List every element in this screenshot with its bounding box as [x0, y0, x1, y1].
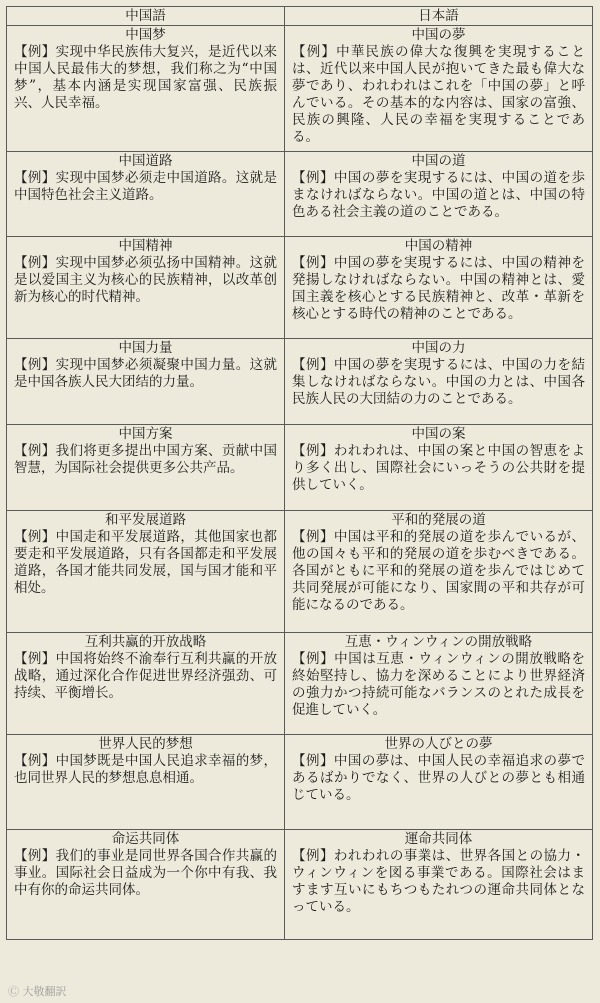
japanese-term: 中国の力	[411, 340, 466, 356]
glossary-table	[6, 6, 593, 940]
chinese-example: 【例】中国走和平发展道路，其他国家也都要走和平发展道路，只有各国都走和平发展道路，各国才能共同发展，国与国才能和平相处。	[14, 529, 277, 596]
watermark-text: 大敬翻訳	[22, 985, 67, 998]
table-row	[7, 633, 593, 735]
chinese-term: 命运共同体	[111, 831, 180, 847]
watermark-logo-icon: Ⓒ	[8, 985, 19, 998]
header-japanese: 日本語	[285, 7, 593, 26]
table-row	[7, 26, 593, 152]
chinese-cell	[7, 425, 285, 511]
japanese-example: 【例】中国は互恵・ウィンウィンの開放戦略を終始堅持し、協力を深めることにより世界経済の強力かつ持続可能なバランスのとれた成長を促進していく。	[292, 651, 585, 718]
table-row	[7, 830, 593, 940]
chinese-cell	[7, 339, 285, 425]
japanese-example: 【例】中国は平和的発展の道を歩んでいるが、他の国々も平和的発展の道を歩むべきである。各国がともに平和的発展の道を歩んではじめて共同発展が可能になり、国家間の平和共存が可能になるのである。	[292, 529, 585, 613]
chinese-term: 中国精神	[118, 238, 173, 254]
chinese-example: 【例】中国将始终不渝奉行互利共赢的开放战略，通过深化合作促进世界经济强劲、可持续、平衡增长。	[14, 651, 277, 701]
watermark	[8, 983, 67, 999]
chinese-term: 中国方案	[118, 426, 173, 442]
chinese-cell	[7, 237, 285, 339]
chinese-term: 和平发展道路	[105, 512, 186, 528]
japanese-example: 【例】中国の夢は、中国人民の幸福追求の夢であるばかりでなく、世界の人びとの夢とも相通じている。	[292, 753, 585, 803]
japanese-cell	[285, 339, 593, 425]
japanese-cell	[285, 511, 593, 633]
chinese-cell	[7, 735, 285, 830]
japanese-term: 運命共同体	[404, 831, 473, 847]
japanese-cell	[285, 830, 593, 940]
chinese-cell	[7, 830, 285, 940]
chinese-example: 【例】中国梦既是中国人民追求幸福的梦，也同世界人民的梦想息息相通。	[14, 753, 277, 786]
table-row	[7, 735, 593, 830]
table-row	[7, 511, 593, 633]
japanese-term: 中国の案	[411, 426, 466, 442]
japanese-example: 【例】中華民族の偉大な復興を実現することは、近代以来中国人民が抱いてきた最も偉大な夢であり、われわれはこれを「中国の夢」と呼んでいる。その基本的な内容は、国家の富強、民族の興隆、人民の幸福を実現することである。	[292, 44, 585, 145]
chinese-example: 【例】我们的事业是同世界各国合作共赢的事业。国际社会日益成为一个你中有我、我中有你的命运共同体。	[14, 848, 277, 898]
table-header-row	[7, 7, 593, 26]
japanese-term: 互恵・ウィンウィンの開放戦略	[344, 634, 533, 650]
chinese-example: 【例】我们将更多提出中国方案、贡献中国智慧，为国际社会提供更多公共产品。	[14, 443, 277, 476]
chinese-example: 【例】实现中国梦必须凝聚中国力量。这就是中国各族人民大团结的力量。	[14, 357, 277, 390]
japanese-term: 中国の夢	[411, 27, 466, 43]
table-row	[7, 237, 593, 339]
table-row	[7, 152, 593, 237]
chinese-cell	[7, 633, 285, 735]
table-row	[7, 339, 593, 425]
japanese-term: 中国の道	[411, 153, 466, 169]
table-row	[7, 425, 593, 511]
chinese-term: 中国力量	[118, 340, 173, 356]
japanese-example: 【例】われわれは、中国の案と中国の智恵をより多く出し、国際社会にいっそうの公共財を提供していく。	[292, 443, 585, 493]
chinese-cell	[7, 152, 285, 237]
chinese-example: 【例】实现中华民族伟大复兴，是近代以来中国人民最伟大的梦想，我们称之为“中国梦”，基本内涵是实现国家富强、民族振兴、人民幸福。	[14, 44, 277, 111]
japanese-cell	[285, 237, 593, 339]
japanese-example: 【例】中国の夢を実現するには、中国の力を結集しなければならない。中国の力とは、中国各民族人民の大団結の力のことである。	[292, 357, 585, 407]
japanese-term: 世界の人びとの夢	[384, 736, 493, 752]
glossary-page	[6, 6, 592, 940]
chinese-term: 中国道路	[118, 153, 173, 169]
japanese-term: 中国の精神	[404, 238, 473, 254]
japanese-cell	[285, 735, 593, 830]
japanese-example: 【例】中国の夢を実現するには、中国の精神を発揚しなければならない。中国の精神とは、愛国主義を核心とする民族精神と、改革・革新を核心とする時代の精神のことである。	[292, 255, 585, 322]
chinese-term: 互利共赢的开放战略	[84, 634, 207, 650]
chinese-term: 中国梦	[125, 27, 166, 43]
japanese-example: 【例】中国の夢を実現するには、中国の道を歩まなければならない。中国の道とは、中国の特色ある社会主義の道のことである。	[292, 170, 585, 220]
japanese-term: 平和的発展の道	[391, 512, 486, 528]
japanese-cell	[285, 425, 593, 511]
japanese-cell	[285, 26, 593, 152]
japanese-cell	[285, 152, 593, 237]
japanese-example: 【例】われわれの事業は、世界各国との協力・ウィンウィンを図る事業である。国際社会はますます互いにもちつもたれつの運命共同体となっている。	[292, 848, 585, 915]
chinese-cell	[7, 511, 285, 633]
chinese-example: 【例】实现中国梦必须弘扬中国精神。这就是以爱国主义为核心的民族精神，以改革创新为核心的时代精神。	[14, 255, 277, 305]
header-chinese: 中国語	[7, 7, 285, 26]
chinese-example: 【例】实现中国梦必须走中国道路。这就是中国特色社会主义道路。	[14, 170, 277, 203]
chinese-term: 世界人民的梦想	[98, 736, 193, 752]
chinese-cell	[7, 26, 285, 152]
japanese-cell	[285, 633, 593, 735]
